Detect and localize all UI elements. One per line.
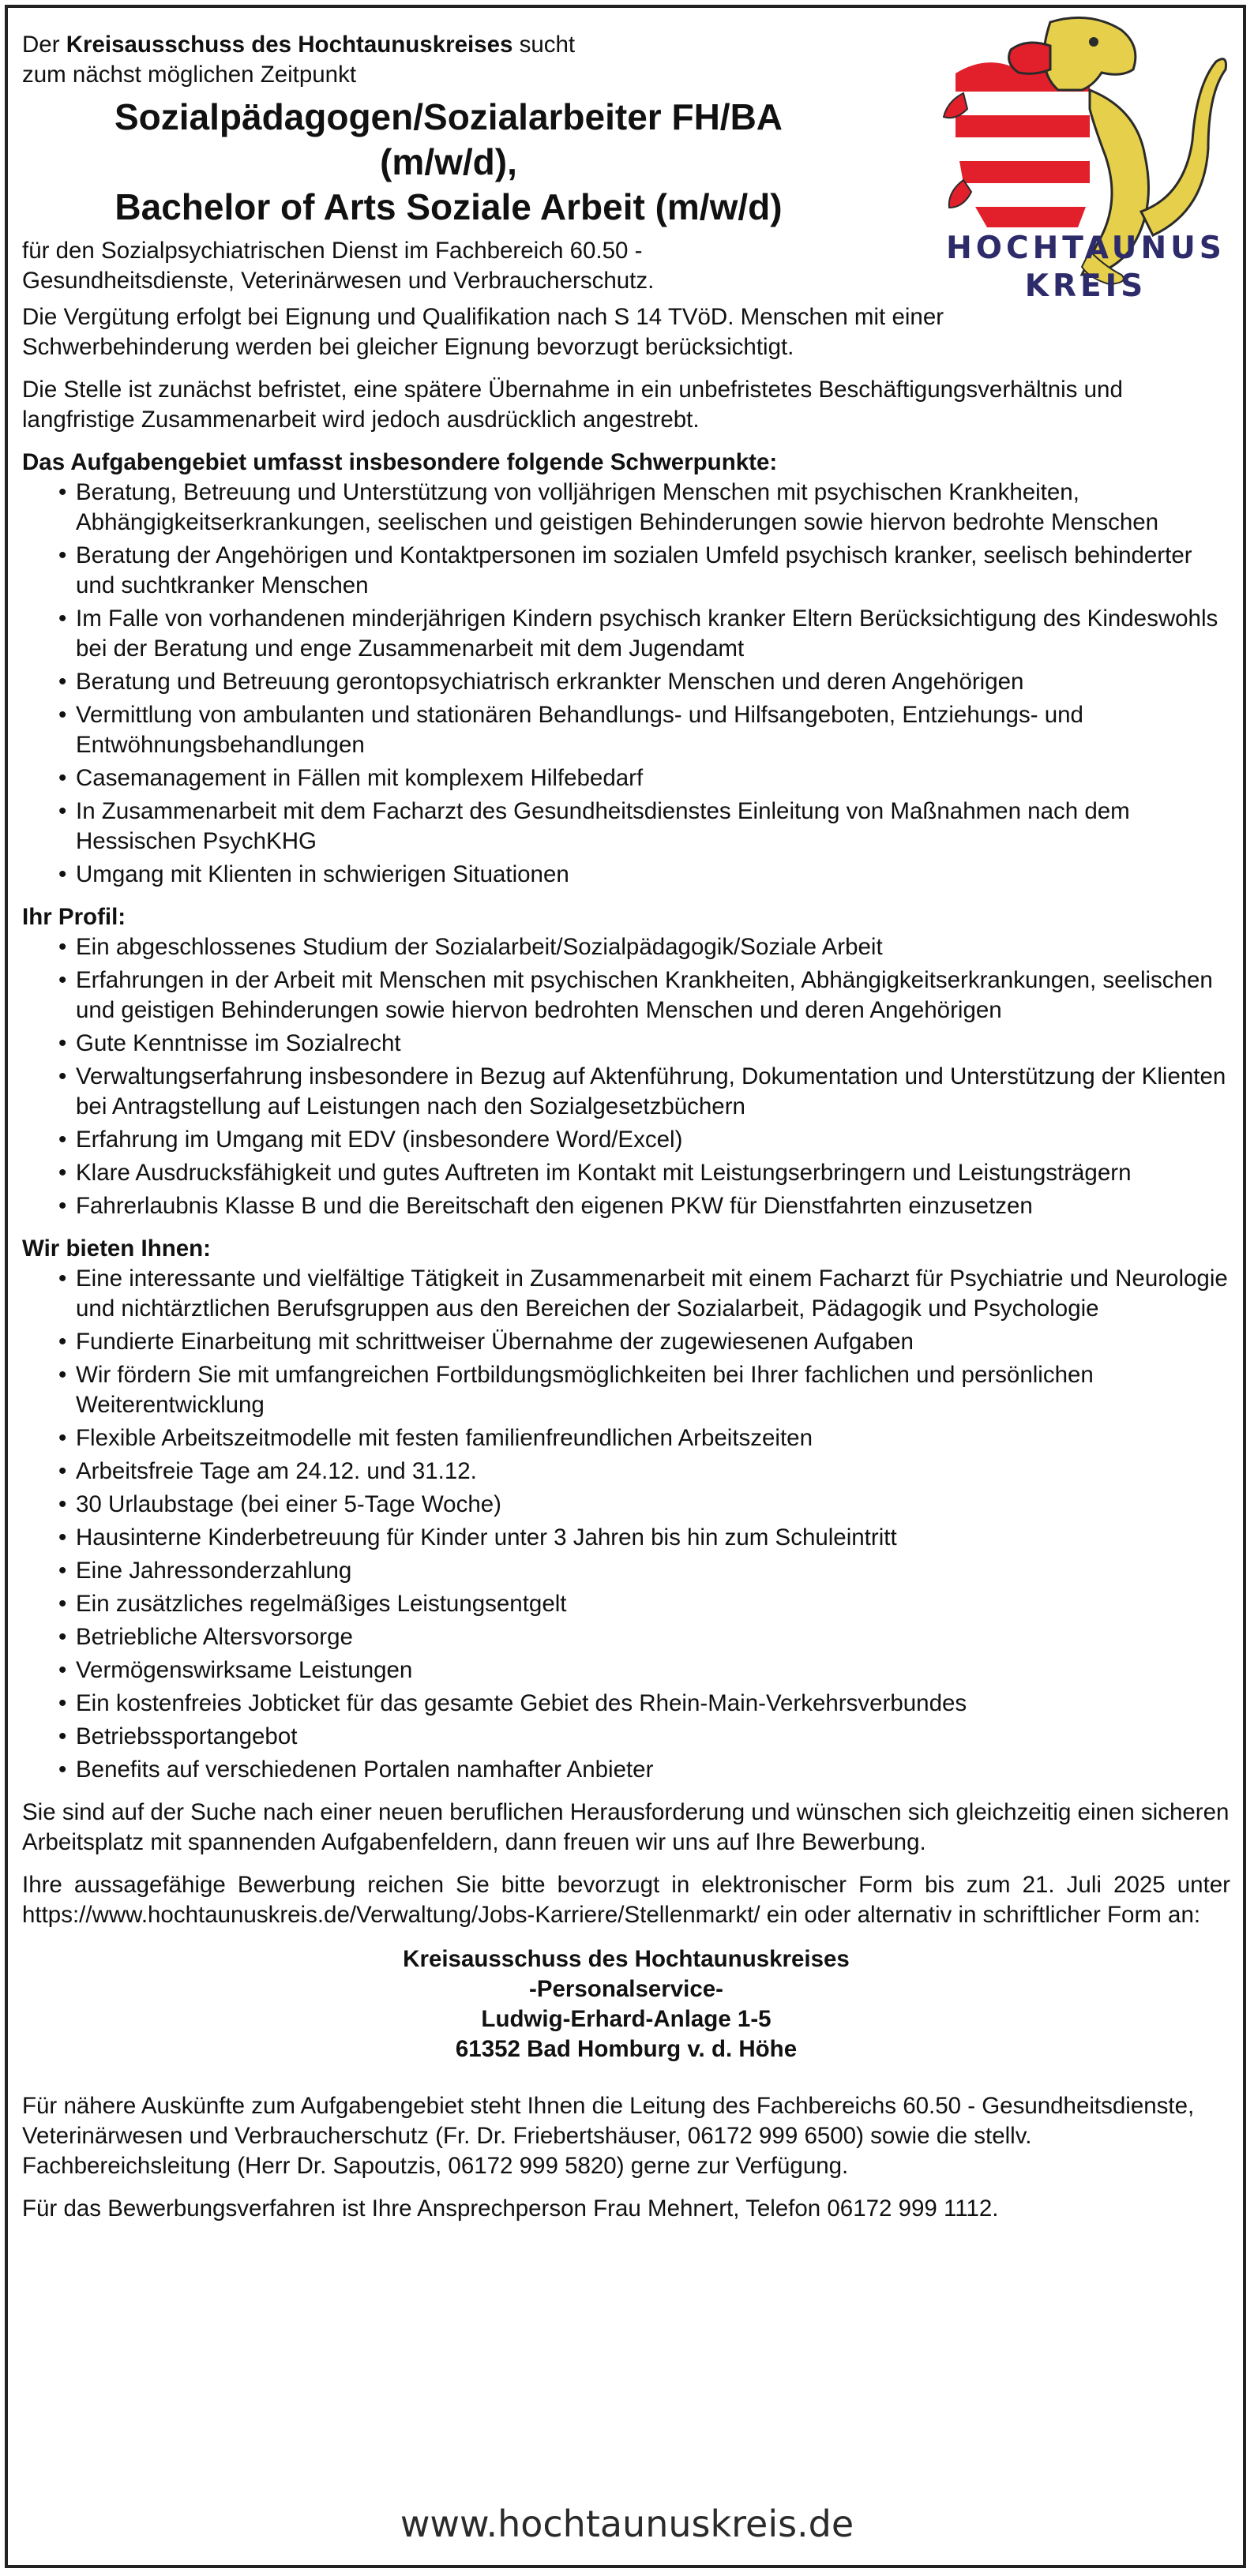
intro-suffix: sucht	[512, 32, 576, 58]
intro-prefix: Der	[22, 32, 66, 58]
pay-paragraph: Die Vergütung erfolgt bei Eignung und Qualifikation nach S 14 TVöD. Menschen mit einer Schwerbehinderung werden bei gleicher Eignung bevorzugt berücksichtigt.	[22, 304, 944, 360]
list-item: • Beratung und Betreuung gerontopsychiatrisch erkrankter Menschen und deren Angehörigen	[58, 667, 1230, 697]
list-item: • Ein kostenfreies Jobticket für das gesamte Gebiet des Rhein-Main-Verkehrsverbundes	[58, 1689, 1230, 1719]
list-item: • Fundierte Einarbeitung mit schrittweiser Übernahme der zugewiesenen Aufgaben	[58, 1327, 1230, 1357]
list-item: • Beratung, Betreuung und Unterstützung von volljährigen Menschen mit psychischen Krankheiten, Abhängigkeitserkrankungen, seelischen und geistigen Behinderungen sowie hiervon bedrohte Menschen	[58, 478, 1230, 538]
list-item: • Betriebssportangebot	[58, 1722, 1230, 1752]
intro-line1	[22, 30, 922, 60]
intro-org: Kreisausschuss des Hochtaunuskreises	[66, 32, 513, 58]
address-line3: Ludwig-Erhard-Anlage 1-5	[481, 2006, 772, 2032]
list-item: • Ein zusätzliches regelmäßiges Leistungsentgelt	[58, 1589, 1230, 1619]
list-item: • Hausinterne Kinderbetreuung für Kinder unter 3 Jahren bis hin zum Schuleintritt	[58, 1523, 1230, 1553]
department	[22, 236, 993, 296]
list-item: • Gute Kenntnisse im Sozialrecht	[58, 1029, 1230, 1059]
offer-heading: Wir bieten Ihnen:	[22, 1236, 212, 1262]
list-item: • In Zusammenarbeit mit dem Facharzt des Gesundheitsdienstes Einleitung von Maßnahmen nach dem Hessischen PsychKHG	[58, 797, 1230, 857]
job-title-line2: (m/w/d),	[380, 141, 517, 182]
list-item: • Klare Ausdrucksfähigkeit und gutes Auftreten im Kontakt mit Leistungserbringern und Leistungsträgern	[58, 1158, 1230, 1188]
list-item: • Fahrerlaubnis Klasse B und die Bereitschaft den eigenen PKW für Dienstfahrten einzusetzen	[58, 1191, 1230, 1221]
postal-address	[22, 1944, 1230, 2064]
list-item: • Verwaltungserfahrung insbesondere in Bezug auf Aktenführung, Dokumentation und Unterstützung der Klienten bei Antragstellung auf Leistungen nach den Sozialgesetzbüchern	[58, 1062, 1230, 1122]
list-item: • Umgang mit Klienten in schwierigen Situationen	[58, 860, 1230, 890]
list-item: • Ein abgeschlossenes Studium der Sozialarbeit/Sozialpädagogik/Soziale Arbeit	[58, 932, 1230, 962]
list-item: • Eine interessante und vielfältige Tätigkeit in Zusammenarbeit mit einem Facharzt für Psychiatrie und Neurologie und nichtärztlichen Berufsgruppen aus den Bereichen der Sozialarbeit, Pädagogik und Psychologie	[58, 1264, 1230, 1324]
list-item: • Erfahrung im Umgang mit EDV (insbesondere Word/Excel)	[58, 1125, 1230, 1155]
address-line4: 61352 Bad Homburg v. d. Höhe	[455, 2036, 798, 2062]
application-paragraph: Ihre aussagefähige Bewerbung reichen Sie bitte bevorzugt in elektronischer Form bis zum 21. Juli 2025 unter https://www.hochtaunuskreis.de/Verwaltung/Jobs-Karriere/Stellenmarkt/ ein oder alternativ in schriftlicher Form an:	[22, 1872, 1230, 1928]
intro-line2: zum nächst möglichen Zeitpunkt	[22, 62, 357, 88]
info-paragraph: Für nähere Auskünfte zum Aufgabengebiet steht Ihnen die Leitung des Fachbereichs 60.50 - Gesundheitsdienste, Veterinärwesen und Verbraucherschutz (Fr. Dr. Friebertshäuser, 06172 999 6500) sowie die stellv. Fachbereichsleitung (Herr Dr. Sapoutzis, 06172 999 5820) gerne zur Verfügung.	[22, 2093, 1195, 2179]
list-item: • Vermögenswirksame Leistungen	[58, 1655, 1230, 1685]
tasks-list	[22, 478, 1230, 890]
logo-text-line1: HOCHTAUNUS	[946, 231, 1226, 266]
website-link[interactable]: www.hochtaunuskreis.de	[400, 2503, 854, 2545]
department-line1: für den Sozialpsychiatrischen Dienst im Fachbereich 60.50 -	[22, 238, 643, 264]
job-title	[22, 95, 875, 230]
tasks-heading: Das Aufgabengebiet umfasst insbesondere folgende Schwerpunkte:	[22, 449, 778, 475]
list-item: • Eine Jahressonderzahlung	[58, 1556, 1230, 1586]
list-item: • Im Falle von vorhandenen minderjährigen Kindern psychisch kranker Eltern Berücksichtigung des Kindeswohls bei der Beratung und enge Zusammenarbeit mit dem Jugendamt	[58, 604, 1230, 664]
offer-list	[22, 1264, 1230, 1785]
list-item: • Flexible Arbeitszeitmodelle mit festen familienfreundlichen Arbeitszeiten	[58, 1423, 1230, 1453]
contact-paragraph: Für das Bewerbungsverfahren ist Ihre Ansprechperson Frau Mehnert, Telefon 06172 999 1112.	[22, 2195, 999, 2222]
job-ad-content	[22, 30, 1230, 2237]
address-line1: Kreisausschuss des Hochtaunuskreises	[403, 1946, 850, 1972]
contract-paragraph: Die Stelle ist zunächst befristet, eine spätere Übernahme in ein unbefristetes Beschäftigungsverhältnis und langfristige Zusammenarbeit wird jedoch ausdrücklich angestrebt.	[22, 377, 1123, 433]
address-line2: -Personalservice-	[529, 1976, 723, 2002]
list-item: • Benefits auf verschiedenen Portalen namhafter Anbieter	[58, 1755, 1230, 1785]
list-item: • Beratung der Angehörigen und Kontaktpersonen im sozialen Umfeld psychisch kranker, seelisch behinderter und suchtkranker Menschen	[58, 541, 1230, 601]
list-item: • Casemanagement in Fällen mit komplexem Hilfebedarf	[58, 763, 1230, 793]
profile-heading: Ihr Profil:	[22, 904, 126, 930]
list-item: • Arbeitsfreie Tage am 24.12. und 31.12.	[58, 1457, 1230, 1487]
job-title-line3: Bachelor of Arts Soziale Arbeit (m/w/d)	[115, 186, 783, 227]
profile-list	[22, 932, 1230, 1221]
intro	[22, 30, 922, 90]
job-title-line1: Sozialpädagogen/Sozialarbeiter FH/BA	[114, 96, 783, 137]
list-item: • Erfahrungen in der Arbeit mit Menschen mit psychischen Krankheiten, Abhängigkeitserkrankungen, seelischen und geistigen Behinderungen sowie hiervon bedrohten Menschen und deren Angehörigen	[58, 966, 1230, 1026]
list-item: • Vermittlung von ambulanten und stationären Behandlungs- und Hilfsangeboten, Entziehungs- und Entwöhnungsbehandlungen	[58, 700, 1230, 760]
closing-paragraph: Sie sind auf der Suche nach einer neuen beruflichen Herausforderung und wünschen sich gleichzeitig einen sicheren Arbeitsplatz mit spannenden Aufgabenfeldern, dann freuen wir uns auf Ihre Bewerbung.	[22, 1799, 1230, 1855]
list-item: • Betriebliche Altersvorsorge	[58, 1622, 1230, 1652]
department-line2: Gesundheitsdienste, Veterinärwesen und Verbraucherschutz.	[22, 268, 655, 294]
logo-text-line2: KREIS	[1024, 268, 1147, 304]
list-item: • Wir fördern Sie mit umfangreichen Fortbildungsmöglichkeiten bei Ihrer fachlichen und persönlichen Weiterentwicklung	[58, 1360, 1230, 1420]
list-item: • 30 Urlaubstage (bei einer 5-Tage Woche)	[58, 1490, 1230, 1520]
